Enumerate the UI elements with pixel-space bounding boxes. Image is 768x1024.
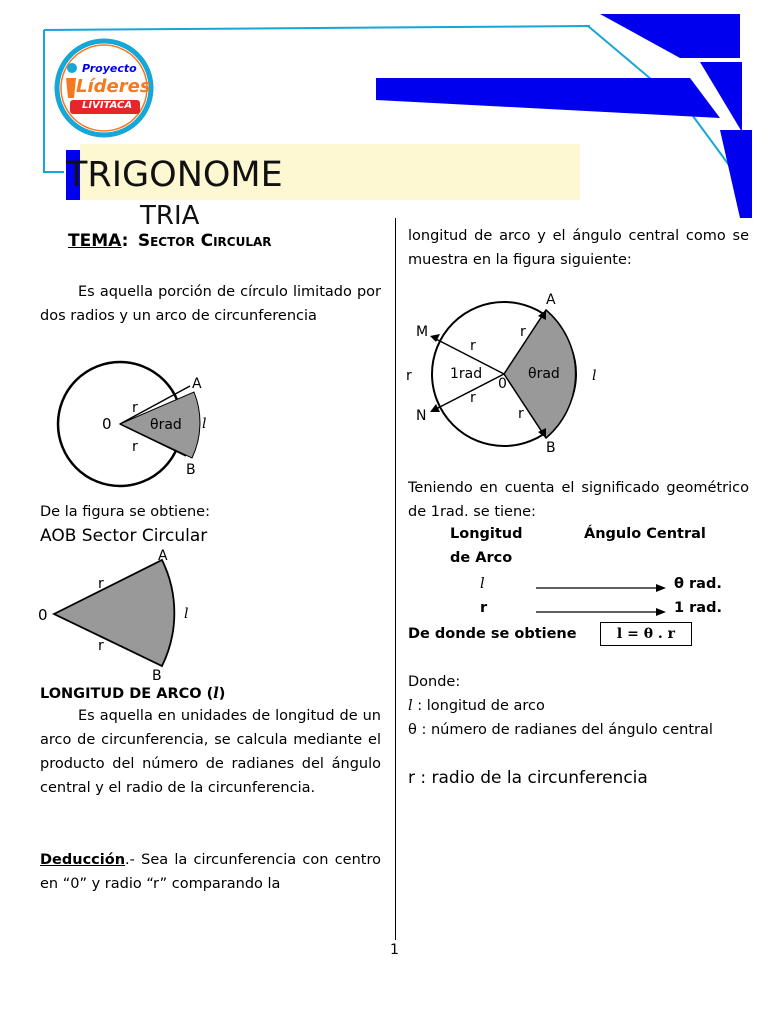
de-donde-text: De donde se obtiene [408,626,577,642]
table-row2-right: 1 rad. [674,600,722,616]
continuation-paragraph: longitud de arco y el ángulo central como se muestra en la figura siguiente: [408,228,749,268]
table-col2-header: Ángulo Central [584,526,706,542]
definition-theta: θ : número de radianes del ángulo central [408,722,713,738]
column-divider [395,218,396,940]
deduccion-paragraph: Deducción.- Sea la circunferencia con centro en “0” y radio “r” comparando la [40,852,381,892]
svg-text:l: l [202,416,207,432]
svg-text:r: r [520,324,526,340]
deduccion-label: Deducción [40,852,126,868]
svg-text:B: B [152,668,162,682]
table-row2-left: r [480,600,488,616]
definition-l: l : longitud de arco [408,698,545,714]
aob-label: AOB Sector Circular [40,526,208,546]
tema-label: TEMA [68,231,122,251]
svg-text:r: r [470,338,476,354]
arrow-row1 [536,582,666,594]
svg-text:l: l [184,606,189,622]
figure-radian-comparison [400,290,610,456]
arrow-row2 [536,606,666,618]
intro-paragraph: Es aquella porción de círculo limitado por dos radios y un arco de circunferencia [40,284,381,324]
tema-heading: TEMA: Sector Circular [68,231,272,251]
fig1-center: 0 [102,415,112,433]
svg-text:θrad: θrad [528,366,560,382]
svg-text:1rad: 1rad [450,366,483,382]
table-row1-right: θ rad. [674,576,722,592]
svg-text:r: r [98,638,104,654]
figure-circle-sector [30,356,220,496]
svg-text:r: r [98,576,104,592]
logo: Proyecto Líderes LIVITACA [52,36,156,140]
page-number: 1 [390,942,399,958]
page-title-continuation: TRIA [140,201,200,231]
svg-text:r: r [470,390,476,406]
svg-text:0: 0 [498,376,507,392]
svg-text:N: N [416,408,427,424]
svg-text:l: l [592,368,597,384]
svg-text:r: r [132,400,138,416]
table-row1-left: l [480,576,485,592]
svg-text:M: M [416,324,429,340]
table-col1-header-2: de Arco [450,550,513,566]
figure-sector-only [30,546,210,682]
svg-text:r: r [132,439,138,455]
table-col1-header: Longitud [450,526,523,542]
svg-text:A: A [158,548,168,564]
donde-label: Donde: [408,674,461,690]
svg-text:r: r [406,368,412,384]
svg-text:B: B [186,462,196,478]
formula-box: l = θ . r [600,622,692,646]
definition-r: r : radio de la circunferencia [408,768,648,788]
svg-text:A: A [192,376,202,392]
svg-text:A: A [546,292,556,308]
svg-text:0: 0 [38,606,48,624]
svg-text:r: r [518,406,524,422]
se-obtiene-text: De la figura se obtiene: [40,504,210,520]
tema-title: Sector Circular [137,231,272,251]
svg-text:θrad: θrad [150,417,182,433]
longitud-paragraph: Es aquella en unidades de longitud de un arco de circunferencia, se calcula mediante el producto del número de radianes del ángulo central y el radio de la circunferencia. [40,708,381,796]
teniendo-paragraph: Teniendo en cuenta el significado geométrico de 1rad. se tiene: [408,480,749,520]
page-title: TRIGONOME [66,155,283,195]
svg-text:B: B [546,440,556,456]
longitud-heading: LONGITUD DE ARCO (l) [40,685,226,702]
